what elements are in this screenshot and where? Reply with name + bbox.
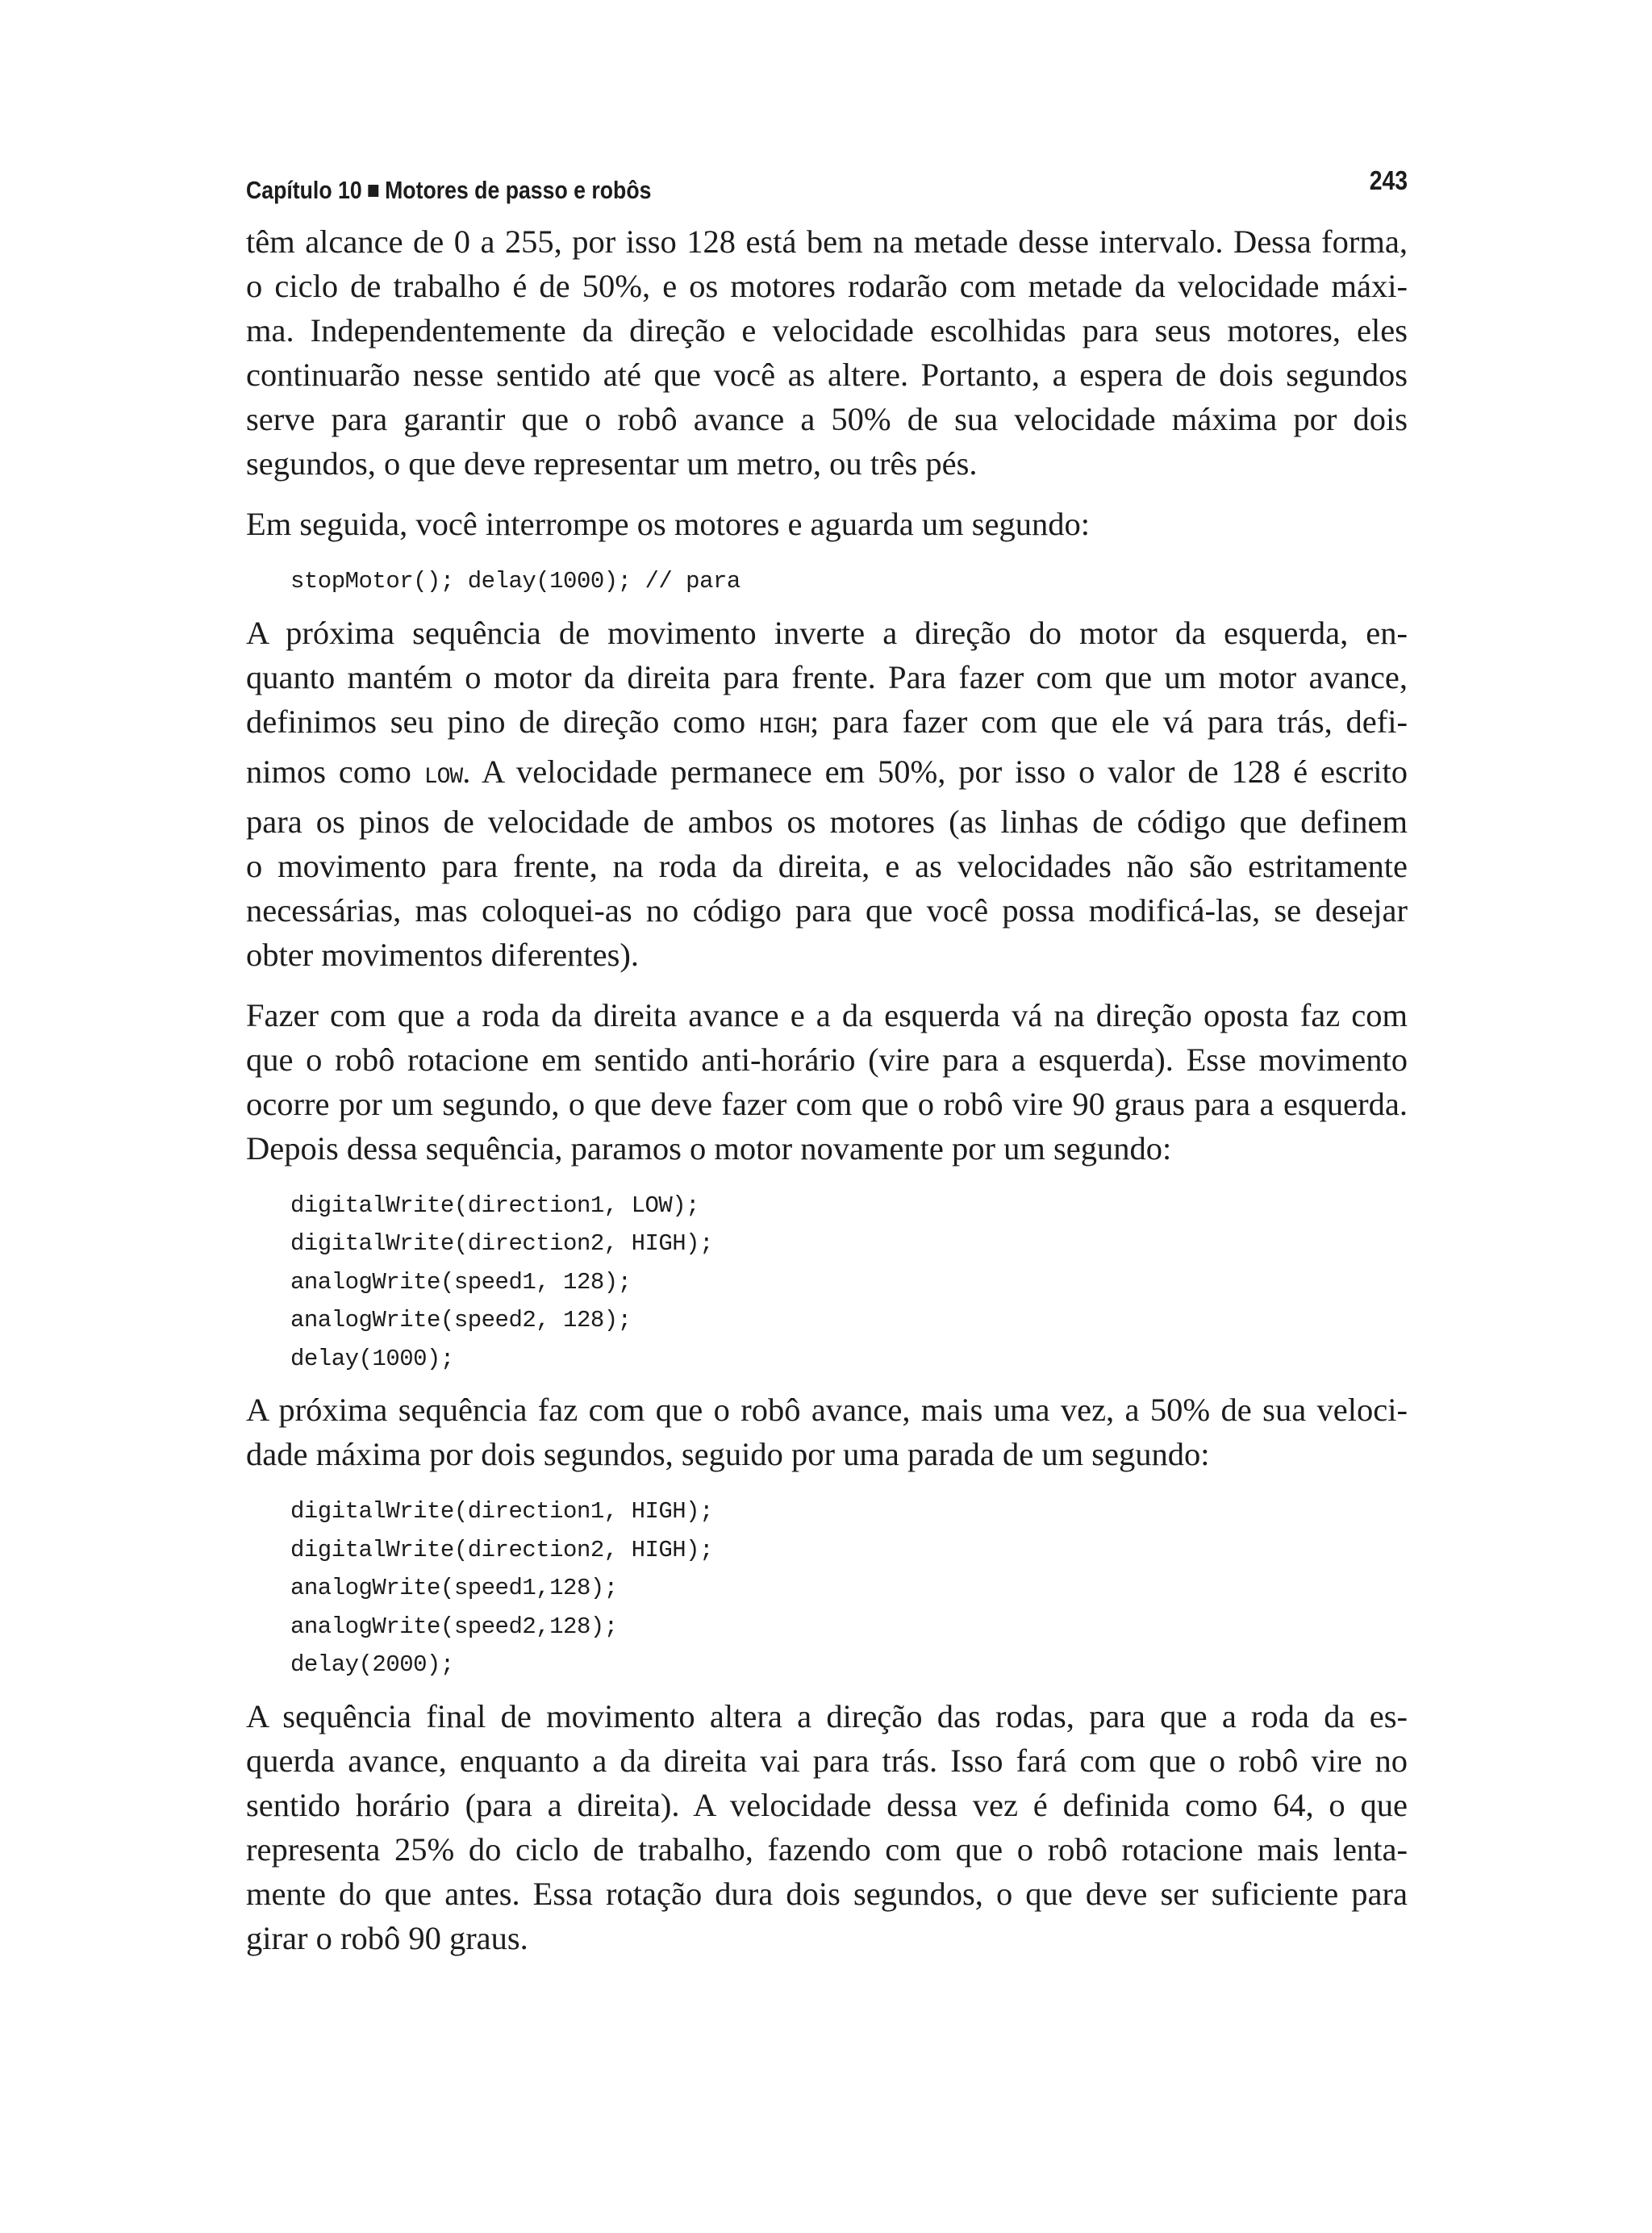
paragraph-1 bbox=[246, 219, 1408, 486]
text-line: dade máxima por dois segundos, seguido por uma parada de um segundo: bbox=[246, 1436, 1210, 1472]
code-line: delay(2000); bbox=[290, 1651, 454, 1678]
text-line: A sequência final de movimento altera a direção das rodas, para que a roda da es- bbox=[246, 1697, 1408, 1734]
chapter-title bbox=[246, 176, 651, 205]
inline-code-high: HIGH bbox=[758, 714, 811, 740]
code-line: digitalWrite(direction2, HIGH); bbox=[290, 1230, 713, 1257]
chapter-label: Capítulo 10 bbox=[246, 176, 362, 204]
text-line: o ciclo de trabalho é de 50%, e os motores rodarão com metade da velocidade máxi- bbox=[246, 268, 1408, 304]
code-line: analogWrite(speed1, 128); bbox=[290, 1268, 632, 1296]
text-line: necessárias, mas coloquei-as no código para que você possa modificá-las, se desejar bbox=[246, 891, 1408, 929]
code-line: digitalWrite(direction2, HIGH); bbox=[290, 1536, 713, 1563]
text-line bbox=[246, 699, 1408, 749]
text-line: continuarão nesse sentido até que você as altere. Portanto, a espera de dois segundos bbox=[246, 357, 1408, 393]
inline-code-low: LOW bbox=[423, 764, 463, 790]
code-line: delay(1000); bbox=[290, 1345, 454, 1372]
text-line: sentido horário (para a direita). A velocidade dessa vez é definida como 64, o que bbox=[246, 1786, 1408, 1823]
text-line: mente do que antes. Essa rotação dura dois segundos, o que deve ser suficiente para bbox=[246, 1875, 1408, 1912]
text-line bbox=[246, 749, 1408, 799]
text-line: ocorre por um segundo, o que deve fazer com que o robô vire 90 graus para a esquerda. bbox=[246, 1085, 1408, 1122]
text-line: obter movimentos diferentes). bbox=[246, 936, 639, 973]
book-page bbox=[246, 161, 1408, 1976]
code-line: analogWrite(speed2, 128); bbox=[290, 1307, 632, 1334]
code-block-1 bbox=[290, 562, 1408, 601]
text-line: A próxima sequência de movimento inverte a direção do motor da esquerda, en- bbox=[246, 614, 1408, 651]
text-line: ma. Independentemente da direção e velocidade escolhidas para seus motores, eles bbox=[246, 312, 1408, 349]
square-bullet-icon bbox=[368, 185, 378, 197]
code-line: digitalWrite(direction1, LOW); bbox=[290, 1192, 700, 1219]
paragraph-2 bbox=[246, 502, 1408, 546]
text-line: segundos, o que deve representar um metro, ou três pés. bbox=[246, 445, 978, 482]
running-header bbox=[246, 161, 1408, 202]
paragraph-5 bbox=[246, 1388, 1408, 1476]
text-line: girar o robô 90 graus. bbox=[246, 1919, 528, 1956]
text-fragment: nimos como bbox=[246, 753, 424, 790]
text-line: representa 25% do ciclo de trabalho, fazendo com que o robô rotacione mais lenta- bbox=[246, 1830, 1408, 1868]
code-block-2 bbox=[290, 1187, 1408, 1379]
text-line: Fazer com que a roda da direita avance e a da esquerda vá na direção oposta faz com bbox=[246, 996, 1408, 1033]
text-line: Em seguida, você interrompe os motores e aguarda um segundo: bbox=[246, 506, 1090, 542]
paragraph-4 bbox=[246, 993, 1408, 1171]
text-line: serve para garantir que o robô avance a 50% de sua velocidade máxima por dois bbox=[246, 401, 1408, 437]
code-line: digitalWrite(direction1, HIGH); bbox=[290, 1498, 713, 1525]
text-line: para os pinos de velocidade de ambos os motores (as linhas de código que definem bbox=[246, 803, 1408, 840]
text-line: que o robô rotacione em sentido anti-horário (vire para a esquerda). Esse movimento bbox=[246, 1041, 1408, 1078]
text-fragment: ; para fazer com que ele vá para trás, defi- bbox=[810, 703, 1408, 740]
text-line: A próxima sequência faz com que o robô avance, mais uma vez, a 50% de sua veloci- bbox=[246, 1392, 1408, 1428]
text-fragment: . A velocidade permanece em 50%, por isso o valor de 128 é escrito bbox=[462, 753, 1408, 790]
paragraph-6 bbox=[246, 1694, 1408, 1960]
text-line: quanto mantém o motor da direita para frente. Para fazer com que um motor avance, bbox=[246, 658, 1408, 695]
text-fragment: definimos seu pino de direção como bbox=[246, 703, 759, 740]
code-line: analogWrite(speed2,128); bbox=[290, 1613, 618, 1640]
paragraph-3 bbox=[246, 611, 1408, 977]
text-line: têm alcance de 0 a 255, por isso 128 está bem na metade desse intervalo. Dessa forma, bbox=[246, 223, 1408, 260]
text-line: o movimento para frente, na roda da direita, e as velocidades não são estritamente bbox=[246, 847, 1408, 884]
code-line: stopMotor(); delay(1000); // para bbox=[290, 568, 740, 595]
text-line: Depois dessa sequência, paramos o motor novamente por um segundo: bbox=[246, 1129, 1172, 1167]
page-number: 243 bbox=[1369, 165, 1408, 195]
text-line: querda avance, enquanto a da direita vai para trás. Isso fará com que o robô vire no bbox=[246, 1742, 1408, 1779]
code-line: analogWrite(speed1,128); bbox=[290, 1575, 618, 1601]
section-title: Motores de passo e robôs bbox=[385, 176, 652, 204]
code-block-3 bbox=[290, 1492, 1408, 1684]
